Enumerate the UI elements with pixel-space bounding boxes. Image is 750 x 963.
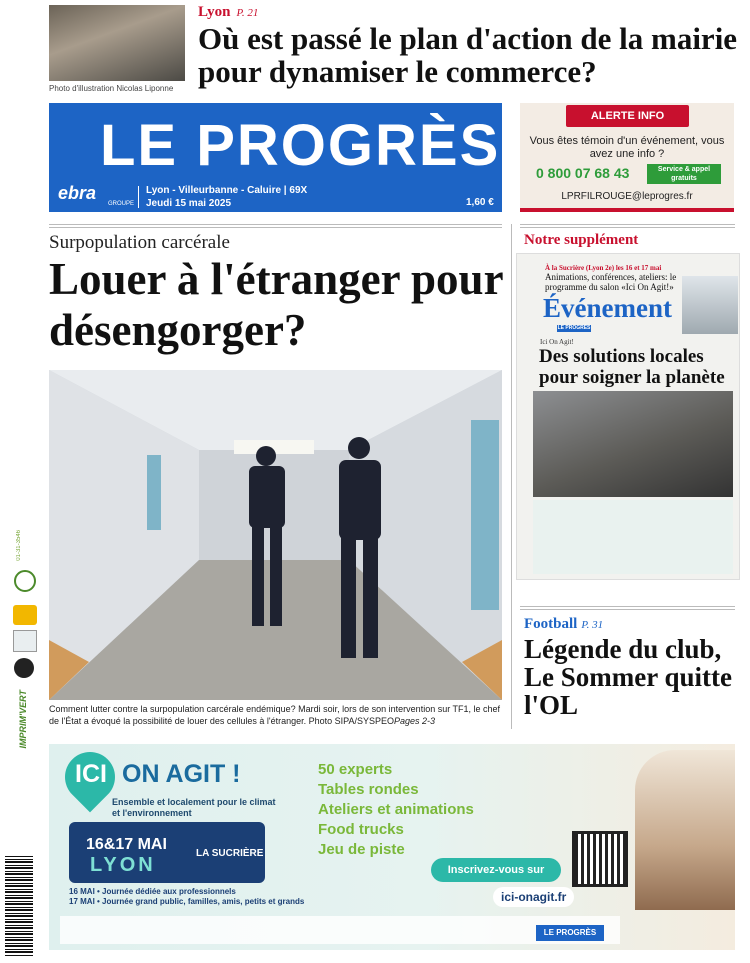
ad-subtitle-text: Ensemble et localement pour le climat et l'environnement	[112, 797, 276, 818]
ad-url-link[interactable]: ici-onagit.fr	[493, 887, 574, 907]
issue-date: Jeudi 15 mai 2025	[146, 198, 232, 209]
paper-icon	[13, 630, 37, 652]
ad-organizer-logo: LE PROGRÈS	[536, 925, 604, 941]
supplement-logo: LE PROGRÈS	[557, 325, 591, 331]
supplement-toptext: Animations, conférences, ateliers: le programme du salon «Ici On Agit!»	[545, 272, 677, 292]
free-call-badge: Service & appel gratuits	[647, 164, 721, 184]
ad-child-photo	[635, 750, 735, 910]
ad-feature-list	[318, 760, 518, 860]
supplement-topline: À la Sucrière (Lyon 2e) les 16 et 17 mai	[545, 264, 662, 272]
ad-feature-item: Tables rondes	[318, 781, 419, 798]
journal-icon	[13, 605, 37, 625]
masthead-divider	[138, 186, 139, 208]
caption-text: Comment lutter contre la surpopulation carcérale endémique? Mardi soir, lors de son intervention sur TF1, le chef de l'État a évoqué la possibilité de louer des cellules à l'étranger.	[49, 704, 501, 726]
ad-register-button[interactable]: Inscrivez-vous sur	[431, 858, 561, 882]
football-kicker[interactable]	[524, 616, 603, 633]
column-divider	[511, 224, 512, 729]
football-top-rule-2	[520, 609, 735, 610]
supplement-title: Notre supplément	[524, 232, 639, 248]
alert-info-label: ALERTE INFO	[590, 110, 665, 122]
teaser-photo-credit: Photo d'illustration Nicolas Liponne	[49, 84, 174, 93]
right-top-rule-2	[520, 227, 735, 228]
main-top-rule	[49, 224, 502, 225]
main-headline[interactable]: Louer à l'étranger pour désengorger?	[49, 254, 503, 355]
ebra-logo-sub: GROUPE	[108, 201, 135, 207]
supplement-glacier-photo	[533, 391, 733, 497]
leaf-icon	[14, 658, 34, 678]
supplement-partners-panel	[533, 500, 733, 574]
ad-feature-item: Food trucks	[318, 821, 404, 838]
barcode	[5, 856, 33, 956]
recycle-icon	[14, 570, 36, 592]
main-photo-caption	[49, 703, 504, 727]
supplement-event-title: Événement	[543, 293, 672, 323]
football-headline[interactable]: Légende du club, Le Sommer quitte l'OL	[524, 634, 732, 720]
edition-label: Lyon - Villeurbanne - Caluire | 69X	[146, 185, 308, 196]
alert-email-link[interactable]: LPRFILROUGE@leprogres.fr	[561, 191, 693, 202]
caption-pages[interactable]: Pages 2-3	[394, 716, 436, 726]
alert-phone-number[interactable]: 0 800 07 68 43	[536, 165, 630, 181]
ad-city: LYON	[90, 854, 156, 876]
main-kicker: Surpopulation carcérale	[49, 232, 230, 253]
football-page: P. 31	[581, 619, 604, 631]
teaser-kicker[interactable]	[198, 4, 258, 21]
ebra-logo: ebra	[58, 183, 97, 203]
teaser-photo[interactable]	[49, 5, 185, 81]
football-top-rule	[520, 606, 735, 607]
ad-venue: LA SUCRIÈRE	[196, 848, 264, 859]
supplement-building-photo	[682, 276, 738, 334]
right-top-rule	[520, 224, 735, 225]
alert-info-text: Vous êtes témoin d'un événement, vous avez une info ?	[529, 135, 725, 160]
ad-schedule	[69, 887, 304, 907]
ad-feature-item: 50 experts	[318, 761, 393, 778]
qr-code[interactable]	[575, 834, 625, 884]
ad-feature-item: Ateliers et animations	[318, 801, 474, 818]
ad-subtitle	[112, 797, 282, 819]
main-top-rule-2	[49, 227, 502, 228]
prison-corridor-illustration	[49, 370, 502, 700]
ad-schedule-day1: 16 MAI • Journée dédiée aux professionnels	[69, 887, 236, 896]
supplement-kicker: Ici On Agit!	[540, 338, 574, 346]
ad-brand-on-agit: ON AGIT !	[122, 760, 241, 788]
strip-code: 01-31-3546	[16, 530, 22, 561]
newspaper-logo[interactable]: LE PROGRÈS	[100, 113, 501, 178]
football-kicker-label[interactable]: Football	[524, 616, 578, 632]
alert-info-button[interactable]	[566, 105, 689, 127]
caption-credit: Photo SIPA/SYSPEO	[308, 716, 395, 726]
issue-price: 1,60 €	[466, 197, 494, 208]
main-story-photo[interactable]	[49, 370, 502, 700]
imprim-vert-label: IMPRIM'VERT	[18, 690, 28, 749]
teaser-kicker-label[interactable]: Lyon	[198, 4, 231, 20]
teaser-page: P. 21	[236, 7, 259, 19]
ad-feature-item: Jeu de piste	[318, 841, 405, 858]
teaser-headline[interactable]: Où est passé le plan d'action de la mairie pour dynamiser le commerce?	[198, 21, 738, 89]
ad-dates: 16&17 MAI	[86, 836, 167, 853]
ad-schedule-day2: 17 MAI • Journée grand public, familles, amis, petits et grands	[69, 897, 305, 906]
supplement-headline[interactable]: Des solutions locales pour soigner la planète	[539, 346, 725, 388]
ad-brand-ici: ICI	[75, 760, 107, 788]
